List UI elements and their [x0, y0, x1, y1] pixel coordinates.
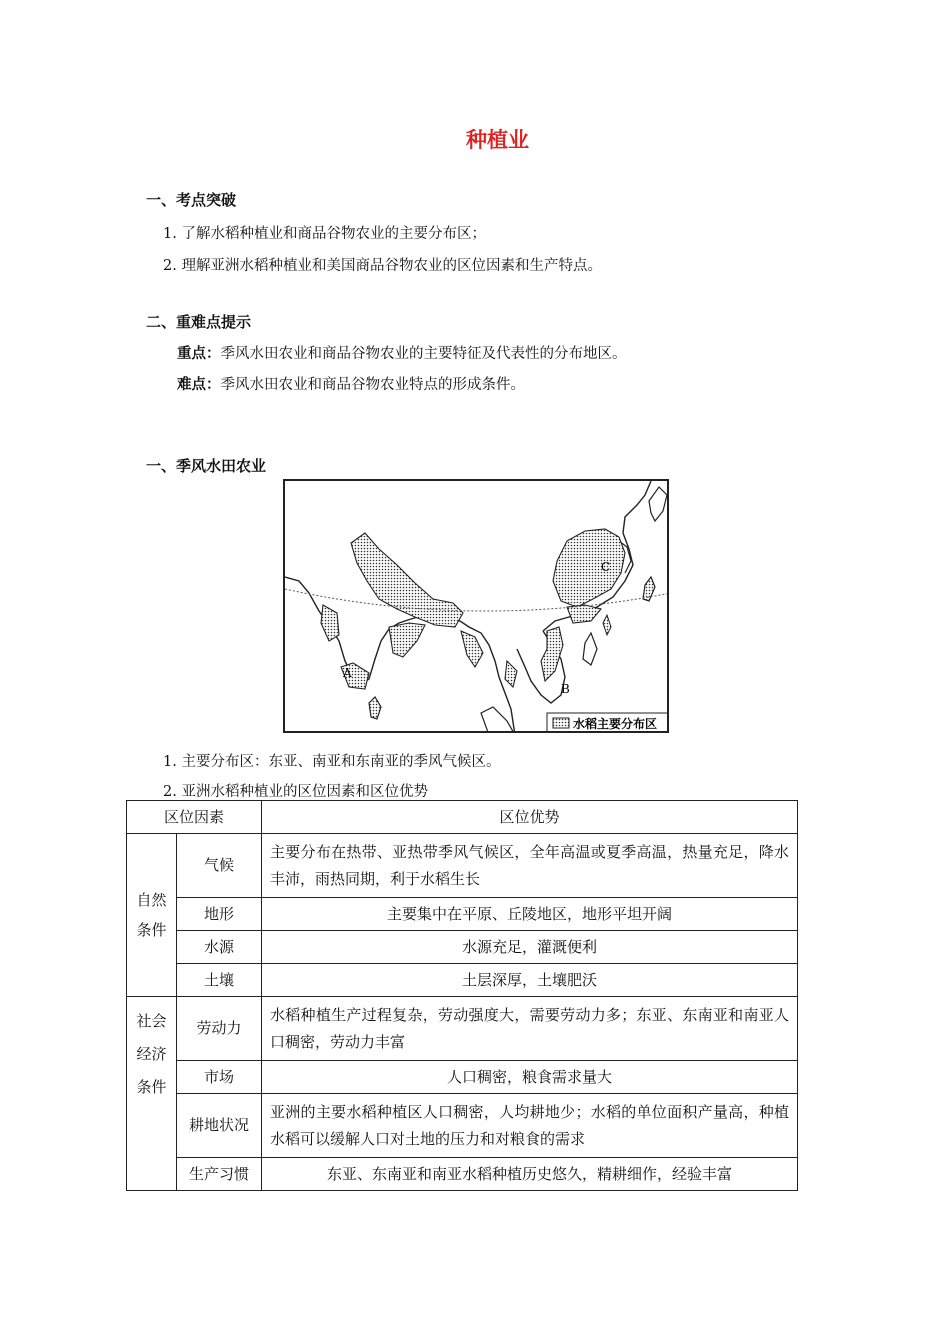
advantage-cell: 主要分布在热带、亚热带季风气候区，全年高温或夏季高温，热量充足，降水丰沛，雨热同期，利于水稻生长 [262, 834, 798, 898]
rice-region-ganges [351, 533, 463, 627]
advantage-cell: 人口稠密，粮食需求量大 [262, 1061, 798, 1094]
key-point-item: 1. 了解水稻种植业和商品谷物农业的主要分布区； [163, 226, 486, 242]
table-row [127, 1158, 798, 1191]
tropic-of-cancer-line [285, 589, 669, 611]
factor-cell: 生产习惯 [177, 1158, 262, 1191]
factor-cell: 气候 [177, 834, 262, 898]
section-heading-key-points: 一、考点突破 [146, 191, 237, 209]
difficult-focus-line [177, 373, 525, 394]
section-heading-monsoon-paddy: 一、季风水田农业 [146, 457, 267, 475]
advantage-cell: 主要集中在平原、丘陵地区，地形平坦开阔 [262, 898, 798, 931]
table-row [127, 834, 798, 898]
advantage-cell: 水源充足，灌溉便利 [262, 931, 798, 964]
table-row [127, 964, 798, 997]
table-row [127, 931, 798, 964]
distribution-point: 1. 主要分布区：东亚、南亚和东南亚的季风气候区。 [163, 754, 501, 770]
map-label-b: B [561, 682, 570, 696]
table-row [127, 1061, 798, 1094]
rice-region-china-south [567, 605, 601, 623]
factor-cell: 地形 [177, 898, 262, 931]
advantage-cell: 亚洲的主要水稻种植区人口稠密，人均耕地少；水稻的单位面积产量高，种植水稻可以缓解人口对土地的压力和对粮食的需求 [262, 1094, 798, 1158]
rice-region-thailand [505, 661, 517, 687]
rice-region-india-east [389, 623, 425, 657]
sumatra-outline [481, 707, 515, 733]
group-natural: 自然条件 [127, 834, 177, 997]
factor-cell: 水源 [177, 931, 262, 964]
japan-outline [643, 577, 655, 601]
philippines-outline [583, 633, 597, 665]
table-row [127, 997, 798, 1061]
rice-region-burma [461, 631, 483, 667]
table-row [127, 898, 798, 931]
rice-distribution-map [283, 479, 669, 733]
key-focus-line [177, 342, 627, 363]
sri-lanka-outline [369, 697, 381, 719]
rice-region-vietnam [541, 627, 563, 681]
map-label-c: C [601, 560, 611, 574]
location-factors-point: 2. 亚洲水稻种植业的区位因素和区位优势 [163, 784, 428, 800]
difficult-focus-text: 季风水田农业和商品谷物农业特点的形成条件。 [220, 377, 525, 393]
map-label-a: A [343, 666, 352, 680]
key-focus-text: 季风水田农业和商品谷物农业的主要特征及代表性的分布地区。 [220, 346, 627, 362]
factor-cell: 市场 [177, 1061, 262, 1094]
location-factors-table [126, 800, 798, 1191]
japan-north [649, 487, 667, 521]
legend-swatch-icon [553, 718, 569, 728]
page-title: 种植业 [466, 128, 529, 152]
table-header-row [127, 801, 798, 834]
southeast-asia-coastline [447, 615, 515, 733]
advantage-cell: 土层深厚，土壤肥沃 [262, 964, 798, 997]
taiwan-outline [603, 615, 611, 635]
section-heading-difficulties: 二、重难点提示 [146, 313, 252, 331]
key-point-item: 2. 理解亚洲水稻种植业和美国商品谷物农业的区位因素和生产特点。 [163, 258, 602, 274]
map-graphic [285, 481, 669, 733]
map-legend-text: 水稻主要分布区 [573, 717, 658, 731]
difficult-focus-label: 难点： [177, 377, 221, 393]
rice-region-india-west [321, 605, 339, 641]
key-focus-label: 重点： [177, 346, 221, 362]
header-advantage: 区位优势 [262, 801, 798, 834]
group-social: 社会经济条件 [127, 997, 177, 1191]
factor-cell: 劳动力 [177, 997, 262, 1061]
table-row [127, 1094, 798, 1158]
factor-cell: 耕地状况 [177, 1094, 262, 1158]
advantage-cell: 东亚、东南亚和南亚水稻种植历史悠久，精耕细作，经验丰富 [262, 1158, 798, 1191]
factor-cell: 土壤 [177, 964, 262, 997]
header-factor: 区位因素 [127, 801, 262, 834]
advantage-cell: 水稻种植生产过程复杂，劳动强度大，需要劳动力多；东亚、东南亚和南亚人口稠密，劳动力丰富 [262, 997, 798, 1061]
